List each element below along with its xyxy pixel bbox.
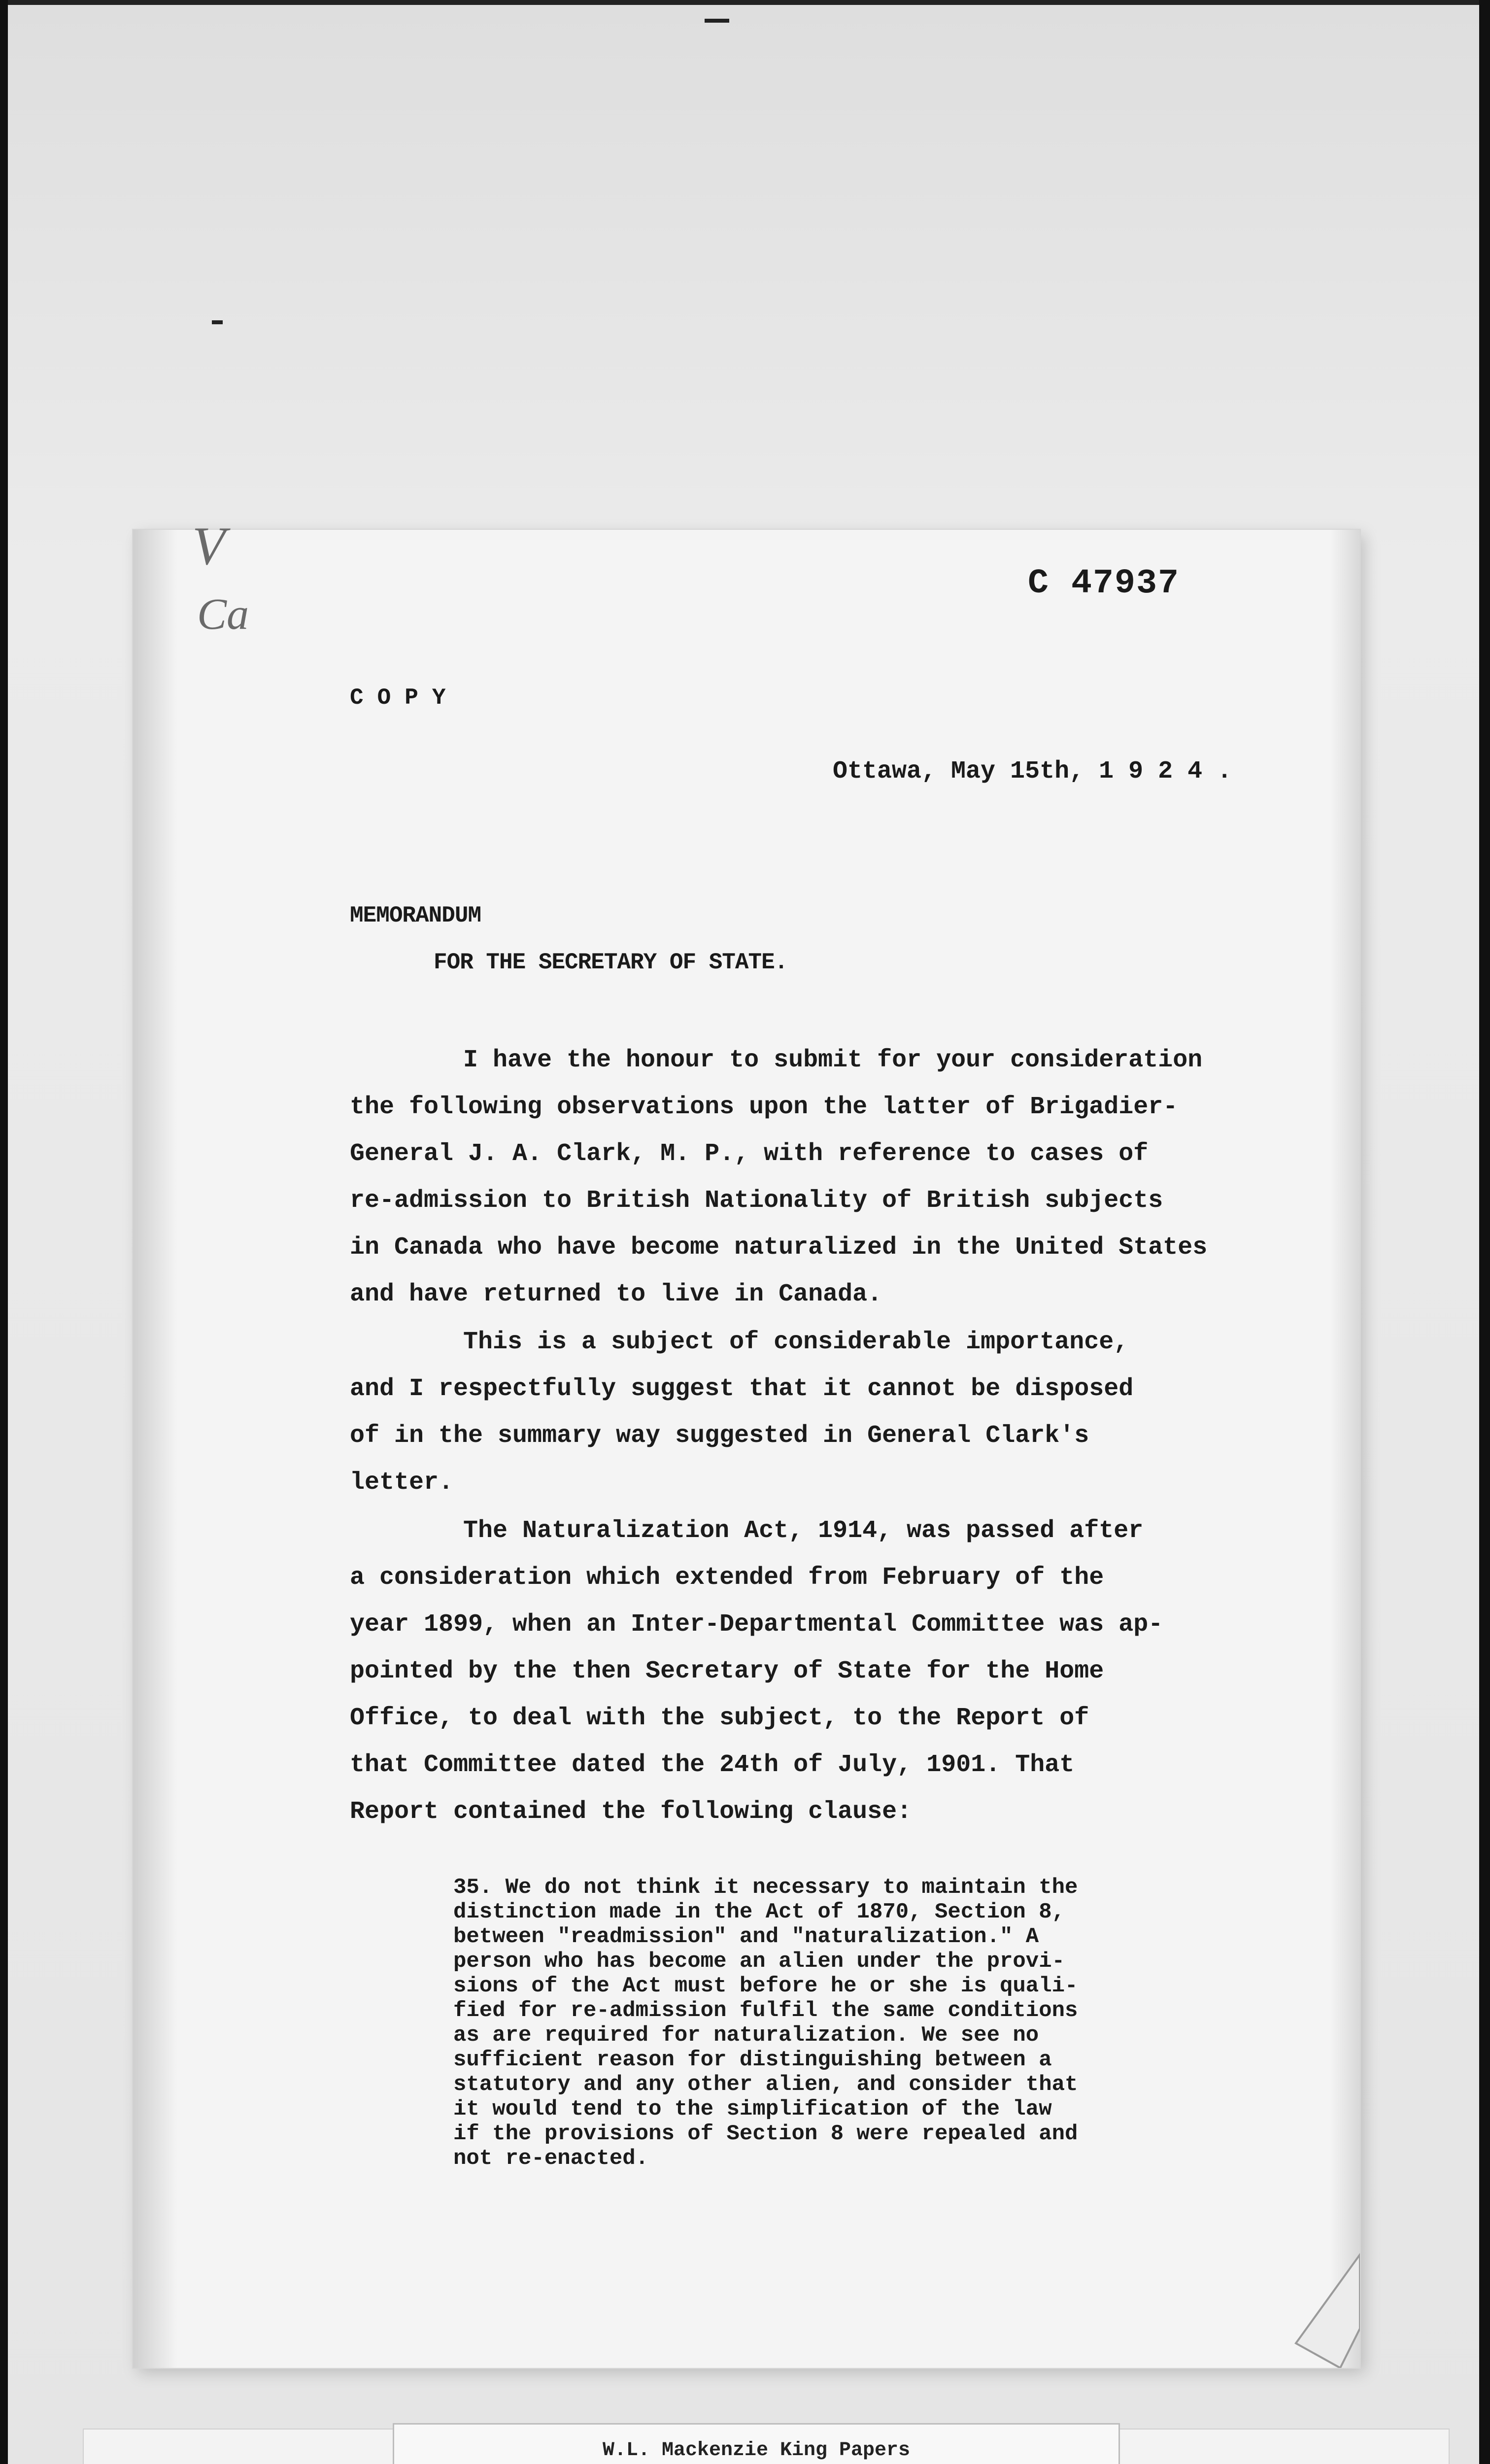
- sheet-shadow-right: [1330, 530, 1360, 2368]
- memo-subtitle: FOR THE SECRETARY OF STATE.: [434, 950, 788, 975]
- text-line: This is a subject of considerable importance,: [463, 1328, 1129, 1356]
- text-line: of in the summary way suggested in General Clark's: [350, 1422, 1089, 1450]
- text-line: re-admission to British Nationality of British subjects: [350, 1187, 1163, 1215]
- quote-line: if the provisions of Section 8 were repealed and: [453, 2122, 1078, 2146]
- text-line: and I respectfully suggest that it cannot be disposed: [350, 1375, 1134, 1403]
- text-line: year 1899, when an Inter-Departmental Committee was ap-: [350, 1610, 1163, 1639]
- text-line: letter.: [350, 1469, 454, 1497]
- margin-note-initials: Ca: [197, 590, 249, 639]
- text-line: General J. A. Clark, M. P., with reference to cases of: [350, 1140, 1149, 1168]
- text-line: I have the honour to submit for your consideration: [463, 1046, 1203, 1074]
- folded-corner: [1261, 2250, 1360, 2368]
- film-edge-top: [0, 0, 1490, 5]
- quote-line: statutory and any other alien, and consider that: [453, 2072, 1078, 2097]
- collection-label: [394, 2425, 1118, 2464]
- text-line: the following observations upon the latter of Brigadier-: [350, 1093, 1178, 1121]
- text-line: a consideration which extended from February of the: [350, 1564, 1104, 1592]
- text-line: in Canada who have become naturalized in the United States: [350, 1233, 1208, 1262]
- text-line: Office, to deal with the subject, to the Report of: [350, 1704, 1089, 1732]
- film-edge-left: [0, 0, 8, 2464]
- collection-name: W.L. Mackenzie King Papers: [602, 2439, 911, 2462]
- quote-line: distinction made in the Act of 1870, Section 8,: [453, 1900, 1065, 1924]
- quote-line: person who has become an alien under the provi-: [453, 1949, 1065, 1974]
- speck-mark: [212, 320, 223, 324]
- quote-line: as are required for naturalization. We see no: [453, 2023, 1039, 2048]
- sheet-shadow-left: [133, 530, 177, 2368]
- copy-label: COPY: [350, 685, 460, 711]
- margin-note-check: V: [192, 516, 226, 576]
- memorandum-sheet: [133, 516, 1360, 2368]
- text-line: that Committee dated the 24th of July, 1901. That: [350, 1751, 1075, 1779]
- text-line: and have returned to live in Canada.: [350, 1280, 882, 1308]
- quote-line: it would tend to the simplification of the law: [453, 2097, 1052, 2122]
- quote-line: between "readmission" and "naturalization." A: [453, 1924, 1039, 1949]
- speck-mark: [705, 19, 729, 23]
- quote-line: fied for re-admission fulfil the same conditions: [453, 1998, 1078, 2023]
- text-line: pointed by the then Secretary of State for the Home: [350, 1657, 1104, 1685]
- memo-title: MEMORANDUM: [350, 903, 481, 928]
- text-line: The Naturalization Act, 1914, was passed after: [463, 1517, 1144, 1545]
- reference-number: C 47937: [1028, 564, 1180, 603]
- quote-line: sions of the Act must before he or she is quali-: [453, 1974, 1078, 1998]
- film-edge-right: [1479, 0, 1490, 2464]
- quote-line: not re-enacted.: [453, 2146, 649, 2171]
- text-line: Report contained the following clause:: [350, 1798, 912, 1826]
- quote-line: 35. We do not think it necessary to maintain the: [453, 1875, 1078, 1900]
- dateline: Ottawa, May 15th, 1 9 2 4 .: [833, 757, 1232, 786]
- quote-line: sufficient reason for distinguishing between a: [453, 2048, 1052, 2072]
